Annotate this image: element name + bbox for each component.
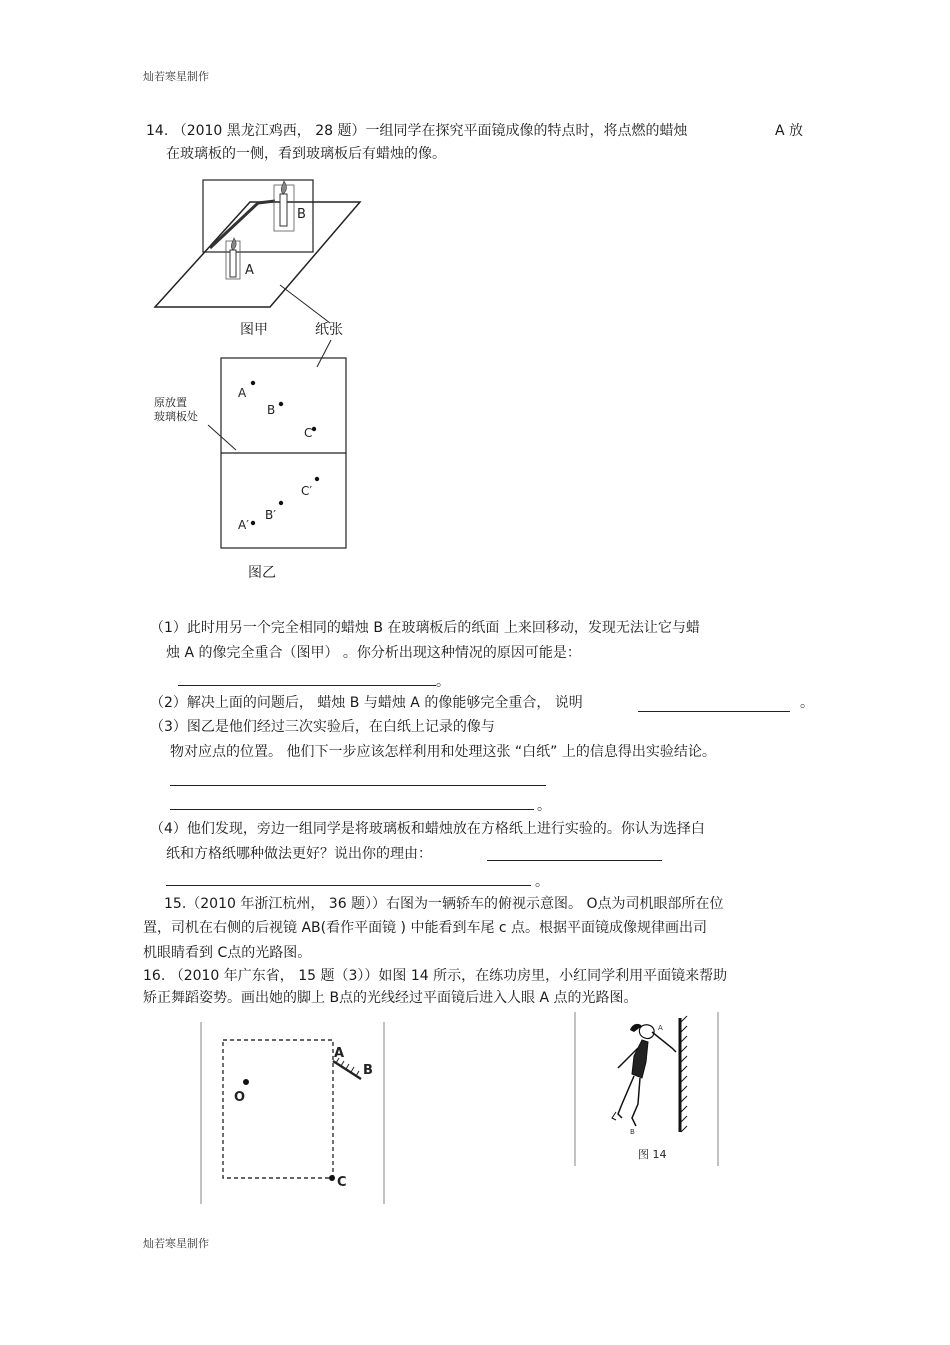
fig1-label-a: A (245, 263, 254, 278)
page-header: 灿若寒星制作 (143, 70, 209, 83)
q14-p3-answer-blank-2[interactable] (170, 809, 534, 810)
q14-line1-tail: A 放 (775, 123, 804, 139)
dancer-label-b: B (630, 1128, 635, 1136)
q15-line2: 置，司机在右侧的后视镜 AB(看作平面镜 ) 中能看到车尾 c 点。根据平面镜成像规律画出司 (143, 920, 708, 936)
q14-p2-answer-blank[interactable] (638, 711, 790, 712)
q14-p3-line1: （3）图乙是他们经过三次实验后，在白纸上记录的像与 (150, 719, 495, 735)
figure-jia (150, 175, 370, 315)
fig2-glass-label-1: 原放置 (154, 396, 187, 409)
fig2-point-b: B (267, 403, 276, 417)
car-label-o: O (234, 1090, 246, 1105)
fig2-point-c-prime: C′ (301, 484, 313, 498)
q14-line2: 在玻璃板的一侧，看到玻璃板后有蜡烛的像。 (166, 146, 446, 162)
dancer-label-a: A (658, 1024, 663, 1032)
q14-p4-line1: （4）他们发现，旁边一组同学是将玻璃板和蜡烛放在方格纸上进行实验的。你认为选择白 (150, 821, 705, 837)
q14-p1-end: 。 (436, 674, 450, 690)
q14-p3-answer-blank-1[interactable] (170, 785, 546, 786)
figure-14-dancer (572, 1008, 722, 1170)
q15-line3: 机眼睛看到 C点的光路图。 (143, 945, 312, 961)
q14-p2-end: 。 (800, 695, 814, 711)
q16-line2: 矫正舞蹈姿势。画出她的脚上 B点的光线经过平面镜后进入人眼 A 点的光路图。 (143, 990, 638, 1006)
car-label-a: A (334, 1046, 345, 1061)
fig2-point-a-prime: A′ (238, 518, 249, 532)
q14-p1-line1: （1）此时用另一个完全相同的蜡烛 B 在玻璃板后的纸面 上来回移动，发现无法让它与蜡 (150, 620, 700, 636)
q14-p4-line2: 纸和方格纸哪种做法更好？说出你的理由： (166, 846, 432, 862)
q16-line1: 16. （2010 年广东省， 15 题（3））如图 14 所示，在练功房里，小红同学利用平面镜来帮助 (143, 968, 728, 984)
fig2-point-c: C (304, 426, 313, 440)
q14-p4-answer-blank-1[interactable] (487, 860, 662, 861)
fig2-glass-label-2: 玻璃板处 (154, 410, 198, 423)
figure-yi (150, 340, 360, 555)
fig1-caption: 图甲 (240, 322, 268, 338)
q14-p1-line2: 烛 A 的像完全重合（图甲） 。你分析出现这种情况的原因可能是： (166, 645, 581, 661)
fig1-paper-label: 纸张 (315, 322, 343, 338)
page-footer: 灿若寒星制作 (143, 1237, 209, 1250)
q14-p2-text: （2）解决上面的问题后， 蜡烛 B 与蜡烛 A 的像能够完全重合， 说明 (150, 695, 583, 711)
q15-line1: 15.（2010 年浙江杭州， 36 题））右图为一辆轿车的俯视示意图。 O点为司机眼部所在位 (164, 896, 724, 912)
fig2-caption: 图乙 (248, 565, 276, 581)
car-label-b: B (363, 1063, 373, 1078)
q14-p3-end: 。 (537, 798, 551, 814)
figure-14-caption: 图 14 (638, 1148, 667, 1161)
q14-line1: 14. （2010 黑龙江鸡西， 28 题）一组同学在探究平面镜成像的特点时，将点燃的蜡烛 (146, 123, 688, 139)
car-label-c: C (337, 1175, 347, 1190)
fig2-point-a: A (238, 386, 247, 400)
q14-p1-answer-blank[interactable] (178, 685, 436, 686)
q14-p3-line2: 物对应点的位置。 他们下一步应该怎样利用和处理这张 “白纸” 上的信息得出实验结论。 (170, 744, 716, 760)
q14-p4-answer-blank-2[interactable] (166, 885, 531, 886)
fig1-label-b: B (297, 207, 306, 222)
q14-p4-end: 。 (535, 874, 549, 890)
figure-car-top-view (198, 1018, 390, 1206)
fig2-point-b-prime: B′ (265, 508, 276, 522)
